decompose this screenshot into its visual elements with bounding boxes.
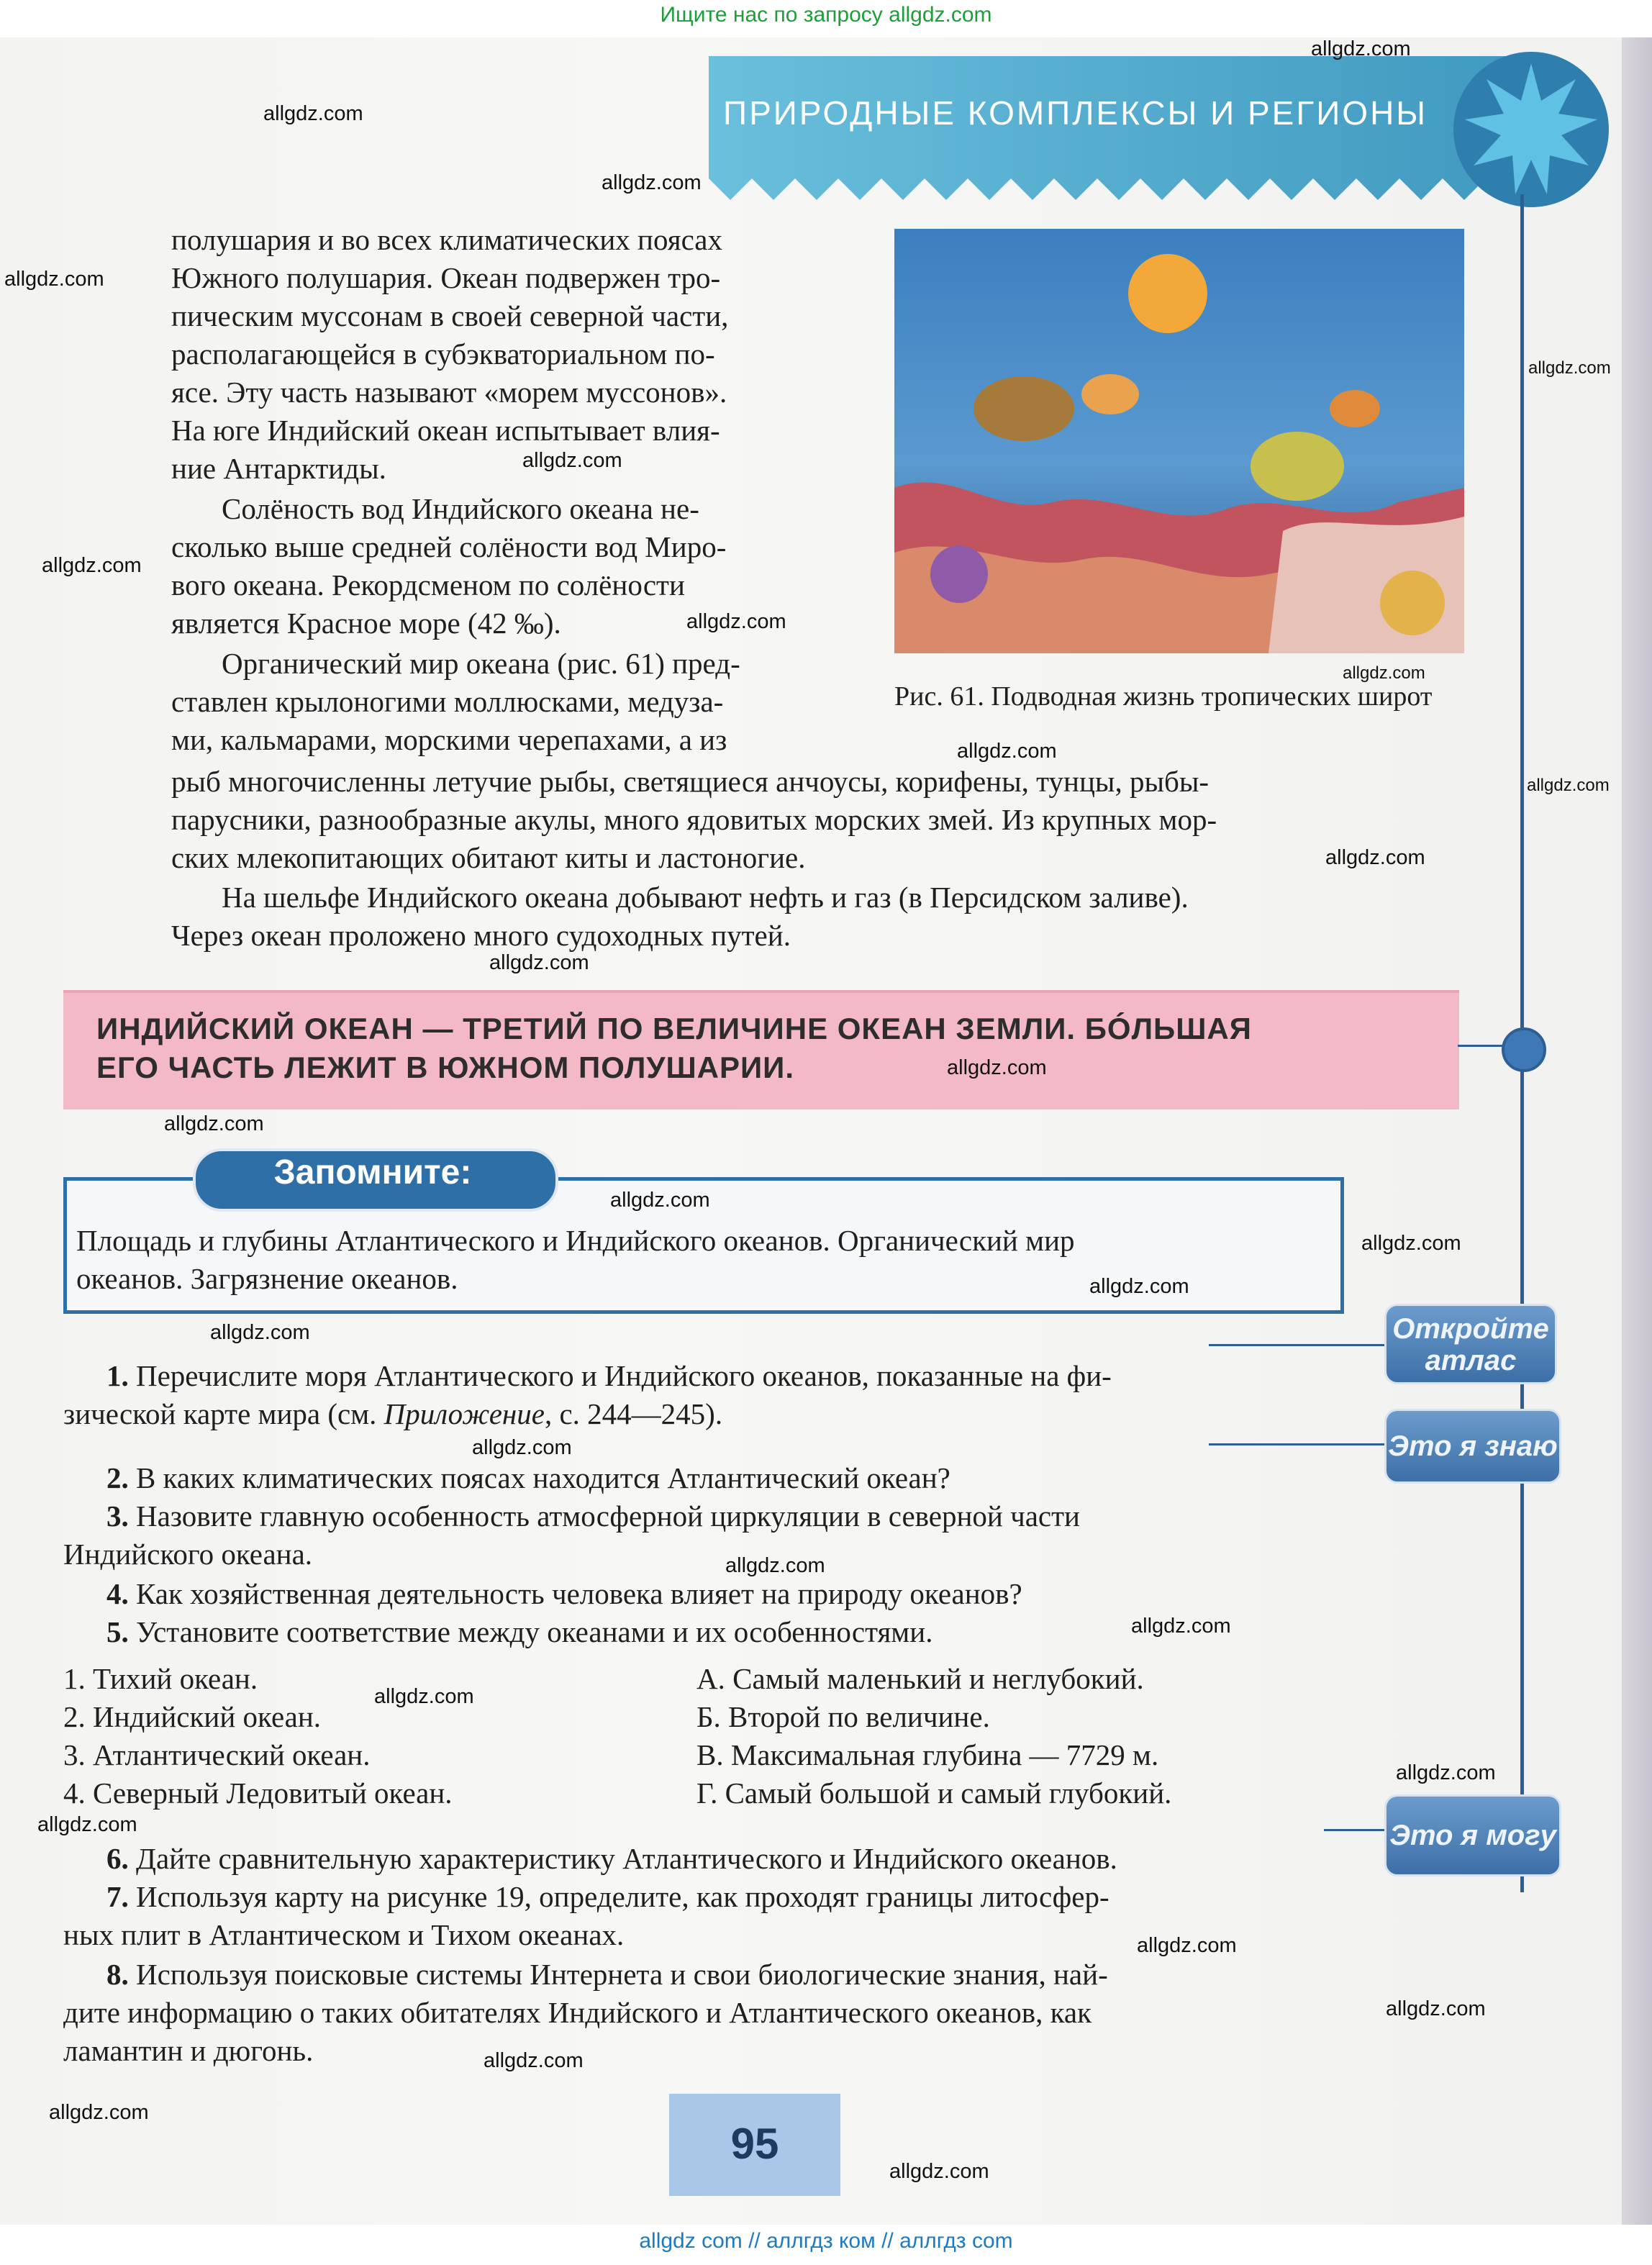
question-4 [106,1576,1022,1611]
figure-underwater-photo [894,229,1464,653]
watermark: allgdz.com [164,1112,264,1135]
match-right-item: В. Максимальная глубина — 7729 м. [696,1738,1159,1771]
question-2 [106,1461,950,1495]
watermark: allgdz.com [42,554,142,577]
question-number: 3. [106,1499,129,1533]
match-right-item: А. Самый маленький и неглубокий. [696,1662,1144,1695]
text-line: ставлен крылоногими моллюсками, медуза- [171,685,724,718]
header-note[interactable]: Ищите нас по запросу allgdz.com [660,3,992,27]
watermark: allgdz.com [210,1321,310,1344]
text-line: вого океана. Рекордсменом по солёности [171,568,685,602]
watermark: allgdz.com [1325,846,1425,869]
watermark: allgdz.com [725,1554,825,1577]
text-line: ние Антарктиды. [171,452,386,485]
watermark: allgdz.com [484,2049,584,2072]
match-left-item: 1. Тихий океан. [63,1662,258,1695]
question-number: 7. [106,1880,129,1913]
question-text: Дайте сравнительную характеристику Атлантического и Индийского океанов. [136,1842,1117,1875]
timeline-node-icon [1502,1027,1546,1072]
text-line: располагающейся в субэкваториальном по- [171,337,715,371]
text-line: рыб многочисленны летучие рыбы, светящиеся анчоусы, корифены, тунцы, рыбы- [171,765,1210,798]
watermark: allgdz.com [1089,1275,1189,1298]
key-rule-band [63,990,1459,1109]
watermark: allgdz.com [472,1436,572,1459]
watermark: allgdz.com [1527,776,1610,795]
question-text-italic: Приложение [384,1397,545,1430]
watermark: allgdz.com [602,171,702,194]
question-3 [106,1499,1080,1533]
watermark: allgdz.com [374,1685,474,1708]
star-emblem-icon [1453,50,1609,209]
watermark: allgdz.com [1386,1997,1486,2020]
text-line: парусники, разнообразные акулы, много ядовитых морских змей. Из крупных мор- [171,803,1217,836]
text-line: пическим муссонам в своей северной части, [171,299,729,332]
text-line: Солёность вод Индийского океана не- [222,492,699,525]
watermark: allgdz.com [1361,1232,1461,1255]
text-line: На юге Индийский океан испытывает влия- [171,414,720,447]
match-left-item: 2. Индийский океан. [63,1700,322,1733]
text-line: полушария и во всех климатических поясах [171,223,722,256]
question-number: 5. [106,1615,129,1648]
connector-line [1209,1443,1389,1445]
question-text: Назовите главную особенность атмосферной циркуляции в северной части [136,1499,1080,1533]
watermark: allgdz.com [522,449,622,472]
match-right-item: Г. Самый большой и самый глубокий. [696,1776,1172,1810]
text-line: является Красное море (42 ‰). [171,607,561,640]
match-left-item: 3. Атлантический океан. [63,1738,371,1771]
figure-caption: Рис. 61. Подводная жизнь тропических широт [894,681,1433,712]
connector-line [1209,1344,1389,1346]
question-6 [106,1841,1117,1876]
remember-text: Площадь и глубины Атлантического и Индийского океанов. Органический мир [76,1224,1075,1257]
match-right-item: Б. Второй по величине. [696,1700,990,1733]
watermark: allgdz.com [4,268,104,291]
watermark: allgdz.com [957,740,1057,763]
watermark: allgdz.com [889,2160,989,2183]
text-line: На шельфе Индийского океана добывают нефть и газ (в Персидском заливе). [222,881,1189,914]
question-8 [106,1957,1108,1992]
watermark: allgdz.com [37,1813,137,1836]
question-number: 4. [106,1577,129,1610]
watermark: allgdz.com [1528,358,1611,378]
watermark: allgdz.com [947,1056,1047,1079]
text-line: сколько выше средней солёности вод Миро- [171,530,727,563]
question-text: Как хозяйственная деятельность человека влияет на природу океанов? [136,1577,1022,1610]
question-text: В каких климатических поясах находится Атлантический океан? [136,1461,950,1494]
remember-label: Запомните: [273,1153,472,1191]
watermark: allgdz.com [49,2101,149,2124]
text-line: ми, кальмарами, морскими черепахами, а из [171,723,727,756]
question-text: , с. 244—245). [544,1397,723,1430]
question-1 [106,1358,1112,1393]
question-8-cont: дите информацию о таких обитателях Индийского и Атлантического океанов, как [63,1996,1092,2029]
footer-note[interactable]: allgdz com // аллгдз ком // аллгдз com [639,2229,1013,2253]
question-1-cont [63,1397,722,1431]
question-number: 6. [106,1842,129,1875]
question-text: Перечислите моря Атлантического и Индийского океанов, показанные на фи- [136,1359,1112,1392]
key-rule-text: ЕГО ЧАСТЬ ЛЕЖИТ В ЮЖНОМ ПОЛУШАРИИ. [96,1050,795,1084]
question-text: Установите соответствие между океанами и их особенностями. [136,1615,933,1648]
text-line: ских млекопитающих обитают киты и ластоногие. [171,841,806,874]
question-number: 2. [106,1461,129,1494]
watermark: allgdz.com [610,1189,710,1212]
watermark: allgdz.com [1396,1761,1496,1784]
text-line: ясе. Эту часть называют «морем муссонов». [171,376,727,409]
question-text: Используя поисковые системы Интернета и свои биологические знания, най- [136,1958,1108,1991]
watermark: allgdz.com [489,951,589,974]
question-3-cont: Индийского океана. [63,1538,313,1571]
page-number: 95 [730,2120,779,2168]
text-line: Органический мир океана (рис. 61) пред- [222,647,740,680]
key-rule-text: ИНДИЙСКИЙ ОКЕАН — ТРЕТИЙ ПО ВЕЛИЧИНЕ ОКЕАН ЗЕМЛИ. БÓЛЬШАЯ [96,1012,1252,1045]
section-title: ПРИРОДНЫЕ КОМПЛЕКСЫ И РЕГИОНЫ [723,94,1428,132]
question-number: 8. [106,1958,129,1991]
text-line: Южного полушария. Океан подвержен тро- [171,261,721,294]
question-number: 1. [106,1359,129,1392]
text-line: Через океан проложено много судоходных путей. [171,919,791,952]
i-can-button[interactable]: Это я могу [1384,1794,1561,1876]
open-atlas-button[interactable] [1384,1304,1557,1384]
i-know-button[interactable]: Это я знаю [1384,1409,1561,1484]
question-8-cont: ламантин и дюгонь. [63,2034,314,2067]
connector-line [1324,1829,1389,1831]
question-text: Используя карту на рисунке 19, определите, как проходят границы литосфер- [136,1880,1109,1913]
match-left-item: 4. Северный Ледовитый океан. [63,1776,453,1810]
watermark: allgdz.com [1311,37,1411,60]
watermark: allgdz.com [1137,1934,1237,1957]
question-7-cont: ных плит в Атлантическом и Тихом океанах. [63,1918,625,1951]
question-text: зической карте мира (см. [63,1397,384,1430]
open-atlas-label: атлас [1425,1345,1517,1376]
watermark: allgdz.com [1131,1615,1231,1638]
question-5 [106,1615,932,1649]
watermark: allgdz.com [263,102,363,125]
watermark: allgdz.com [686,610,786,633]
remember-text: океанов. Загрязнение океанов. [76,1262,458,1295]
book-spine [1622,37,1652,2225]
open-atlas-label: Откройте [1392,1313,1549,1345]
question-7 [106,1879,1109,1914]
watermark: allgdz.com [1343,663,1425,683]
